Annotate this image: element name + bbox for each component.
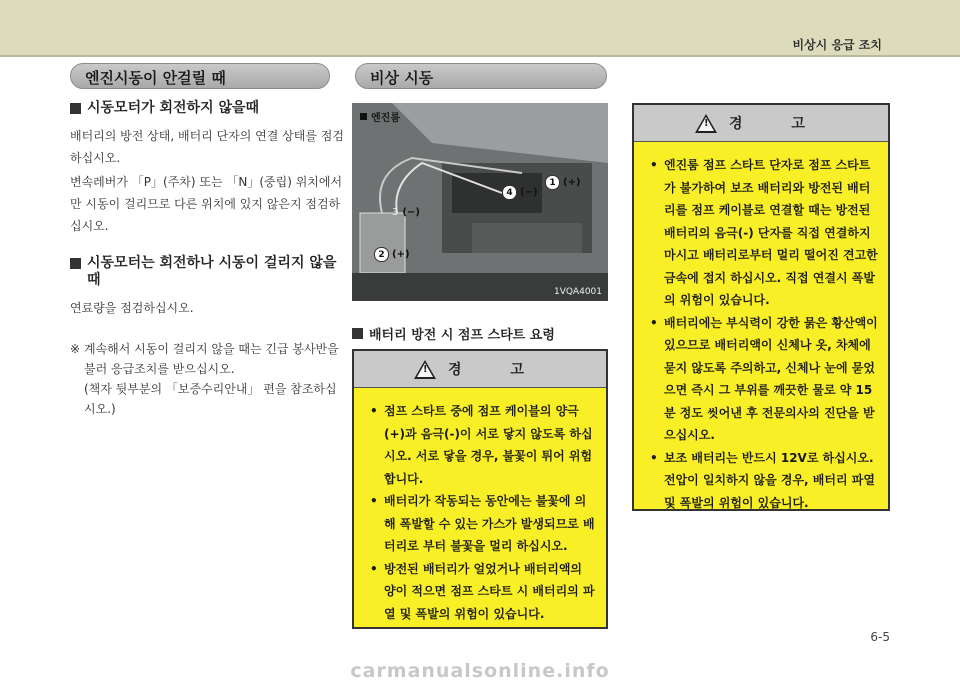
callout-3: 3 (−)	[392, 207, 420, 218]
square-bullet-icon	[360, 113, 367, 120]
warning-header	[354, 351, 606, 388]
note-text: 계속해서 시동이 걸리지 않을 때는 긴급 봉사반을 불러 응급조치를 받으십시오.	[84, 342, 339, 376]
note	[70, 339, 348, 419]
subheading: 배터리 방전 시 점프 스타트 요령	[352, 324, 555, 343]
warning-list	[354, 388, 606, 625]
subheading: 시동모터가 회전하지 않을때	[70, 100, 348, 117]
square-bullet-icon	[70, 103, 81, 114]
callout-2: 2 (+)	[374, 247, 410, 262]
engine-room-photo	[352, 103, 608, 301]
list-item: • 배터리에는 부식력이 강한 묽은 황산액이 있으므로 배터리액이 신체나 옷, 차체에 묻지 않도록 주의하고, 신체나 눈에 묻었으면 즉시 그 부위를 깨끗한 물로 약 15분 정도 씻어낸 후 전문의사의 진단을 받으십시오.	[650, 312, 878, 447]
figure-code: 1VQA4001	[553, 287, 602, 297]
warning-header	[634, 105, 888, 142]
list-item: • 점프 스타트 중에 점프 케이블의 양극(+)과 음극(-)이 서로 닿지 않도록 하십시오. 서로 닿을 경우, 불꽃이 튀어 위험합니다.	[370, 400, 596, 490]
list-item: • 배터리가 작동되는 동안에는 불꽃에 의해 폭발할 수 있는 가스가 발생되므로 배터리로 부터 불꽃을 멀리 하십시오.	[370, 490, 596, 558]
watermark: carmanualsonline.info	[350, 660, 610, 682]
section-title-pill	[355, 63, 607, 89]
photo-label: 엔진룸	[360, 109, 400, 124]
section-title-pill	[70, 63, 330, 89]
warning-box	[352, 349, 608, 629]
subheading: 시동모터는 회전하나 시동이 걸리지 않을때	[70, 255, 348, 289]
warning-title: 경 고	[448, 362, 546, 378]
warning-list	[634, 142, 888, 514]
list-item: • 보조 배터리는 반드시 12V로 하십시오. 전압이 일치하지 않을 경우, 배터리 파열 및 폭발의 위험이 있습니다.	[650, 447, 878, 515]
warning-box	[632, 103, 890, 511]
page-number: 6-5	[870, 630, 890, 644]
callout-4: 4 (−)	[502, 185, 538, 200]
left-column	[70, 100, 348, 419]
warning-title: 경 고	[729, 116, 827, 132]
header-divider	[0, 55, 960, 57]
square-bullet-icon	[70, 258, 81, 269]
section-title: 비상 시동	[370, 69, 434, 87]
warning-triangle-icon: !	[414, 360, 436, 379]
engine-room-illustration	[352, 103, 608, 301]
reference-mark-icon: ※	[70, 342, 81, 356]
list-item: • 엔진룸 점프 스타트 단자로 점프 스타트가 불가하여 보조 배터리와 방전된 배터리를 점프 케이블로 연결할 때는 방전된 배터리의 음극(-) 단자를 직접 연결하지 마시고 배터리로부터 멀리 떨어진 견고한 금속에 접지 하십시오. 직접 연결시 폭발의 위험이 있습니다.	[650, 154, 878, 312]
callout-1: 1 (+)	[545, 175, 581, 190]
warning-triangle-icon: !	[695, 114, 717, 133]
paragraph: 변속레버가 「P」(주차) 또는 「N」(중립) 위치에서 만 시동이 걸리므로 다른 위치에 있지 않은지 점검하십시오.	[70, 175, 343, 233]
chapter-title: 비상시 응급 조치	[792, 38, 882, 52]
square-bullet-icon	[352, 328, 363, 339]
note-text: (책자 뒷부분의 「보증수리안내」 편을 참조하십시오.)	[84, 382, 337, 416]
section-title: 엔진시동이 안걸릴 때	[85, 69, 226, 87]
list-item: • 방전된 배터리가 얼었거나 배터리액의 양이 적으면 점프 스타트 시 배터리의 파열 및 폭발의 위험이 있습니다.	[370, 558, 596, 626]
paragraph: 배터리의 방전 상태, 배터리 단자의 연결 상태를 점검하십시오.	[70, 129, 344, 165]
paragraph: 연료량을 점검하십시오.	[70, 301, 194, 315]
